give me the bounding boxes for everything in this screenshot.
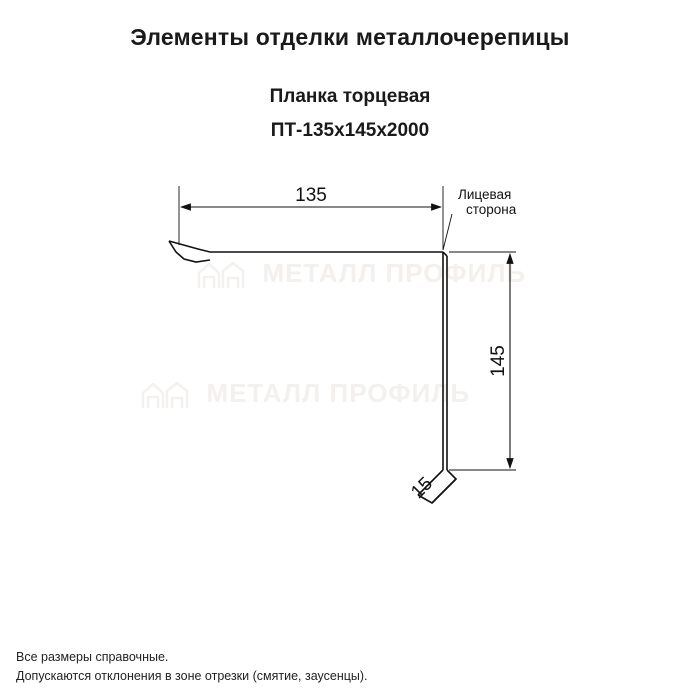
product-name: Планка торцевая — [269, 86, 431, 107]
watermark-text: МЕТАЛЛ ПРОФИЛЬ — [206, 378, 471, 408]
dimension-label-145: 145 — [488, 345, 509, 377]
dimension-label-15: 15 — [407, 473, 438, 504]
footnote-line-1: Все размеры справочные. — [16, 650, 169, 664]
dimension-135 — [179, 185, 443, 250]
watermark-text: МЕТАЛЛ ПРОФИЛЬ — [262, 258, 527, 288]
profile-outline — [169, 241, 456, 503]
product-code: ПТ-135х145х2000 — [270, 120, 430, 141]
dimension-145 — [449, 252, 516, 470]
face-side-line1: Лицевая — [458, 187, 512, 202]
page-title: Элементы отделки металлочерепицы — [130, 24, 570, 50]
footnote-line-2: Допускаются отклонения в зоне отрезки (смятие, заусенцы). — [16, 669, 368, 683]
annotation-face-side — [443, 187, 517, 250]
dimension-label-135: 135 — [295, 185, 327, 206]
face-side-line2: сторона — [466, 202, 517, 217]
